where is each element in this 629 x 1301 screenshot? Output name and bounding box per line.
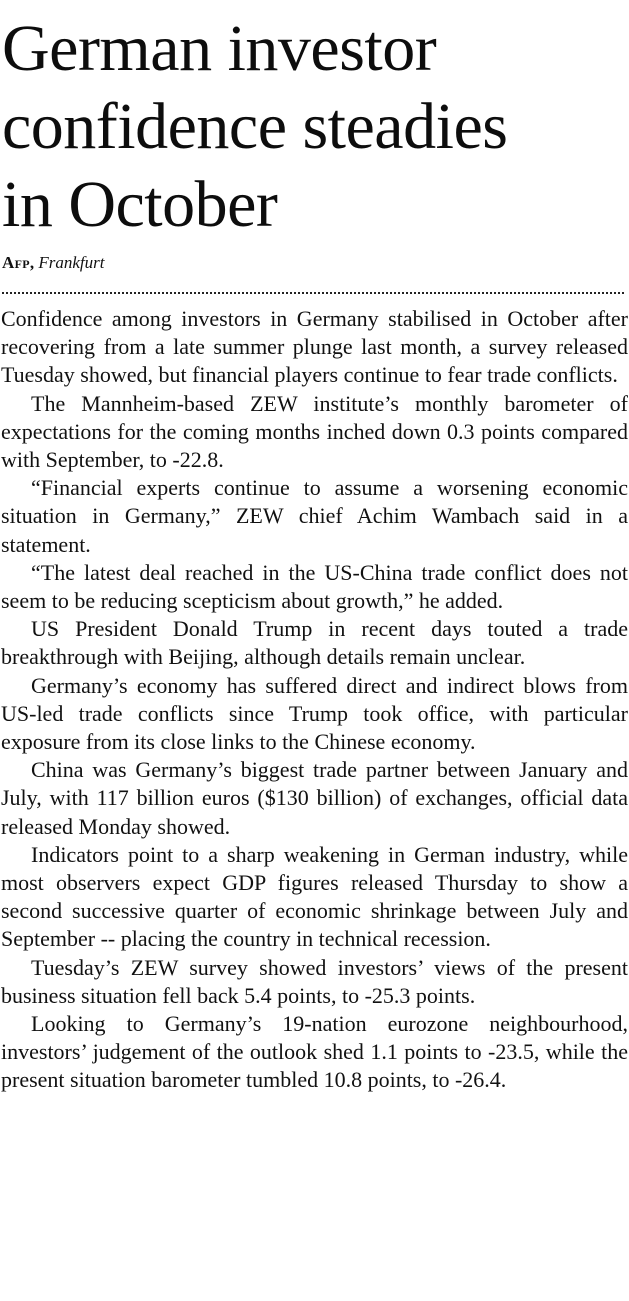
byline [2,253,104,273]
article-paragraph: The Mannheim-based ZEW institute’s monthly barometer of expectations for the coming months inched down 0.3 points compared with September, to -22.8. [1,390,628,473]
article-paragraph: US President Donald Trump in recent days touted a trade breakthrough with Beijing, although details remain unclear. [1,616,628,670]
byline-separator: , [29,253,35,272]
dotted-divider [2,292,624,294]
article-paragraph: “The latest deal reached in the US-China trade conflict does not seem to be reducing scepticism about growth,” he added. [1,559,628,614]
article-paragraph: “Financial experts continue to assume a worsening economic situation in Germany,” ZEW chief Achim Wambach said in a statement. [1,475,628,557]
headline-line-1: German investor [2,12,437,85]
byline-location: Frankfurt [38,253,105,272]
article-paragraph: Looking to Germany’s 19-nation eurozone neighbourhood, investors’ judgement of the outlook shed 1.1 points to -23.5, while the present situation barometer tumbled 10.8 points, to -26.4. [1,1011,628,1093]
article-paragraph: Confidence among investors in Germany stabilised in October after recovering from a late summer plunge last month, a survey released Tuesday showed, but financial players continue to fear trade conflicts. [1,306,628,388]
article-body [1,305,628,1095]
article-paragraph: Indicators point to a sharp weakening in German industry, while most observers expect GDP figures released Thursday to show a second successive quarter of economic shrinkage between July and September -- placing the country in technical recession. [1,841,628,952]
headline-line-3: in October [2,168,278,241]
byline-agency: Afp [2,253,30,272]
article-paragraph: China was Germany’s biggest trade partner between January and July, with 117 billion euros ($130 billion) of exchanges, official data released Monday showed. [1,757,628,839]
article-paragraph: Tuesday’s ZEW survey showed investors’ views of the present business situation fell back 5.4 points, to -25.3 points. [1,954,628,1008]
headline-line-2: confidence steadies [2,90,508,163]
headline [2,10,627,244]
article-paragraph: Germany’s economy has suffered direct and indirect blows from US-led trade conflicts since Trump took office, with particular exposure from its close links to the Chinese economy. [1,672,628,755]
